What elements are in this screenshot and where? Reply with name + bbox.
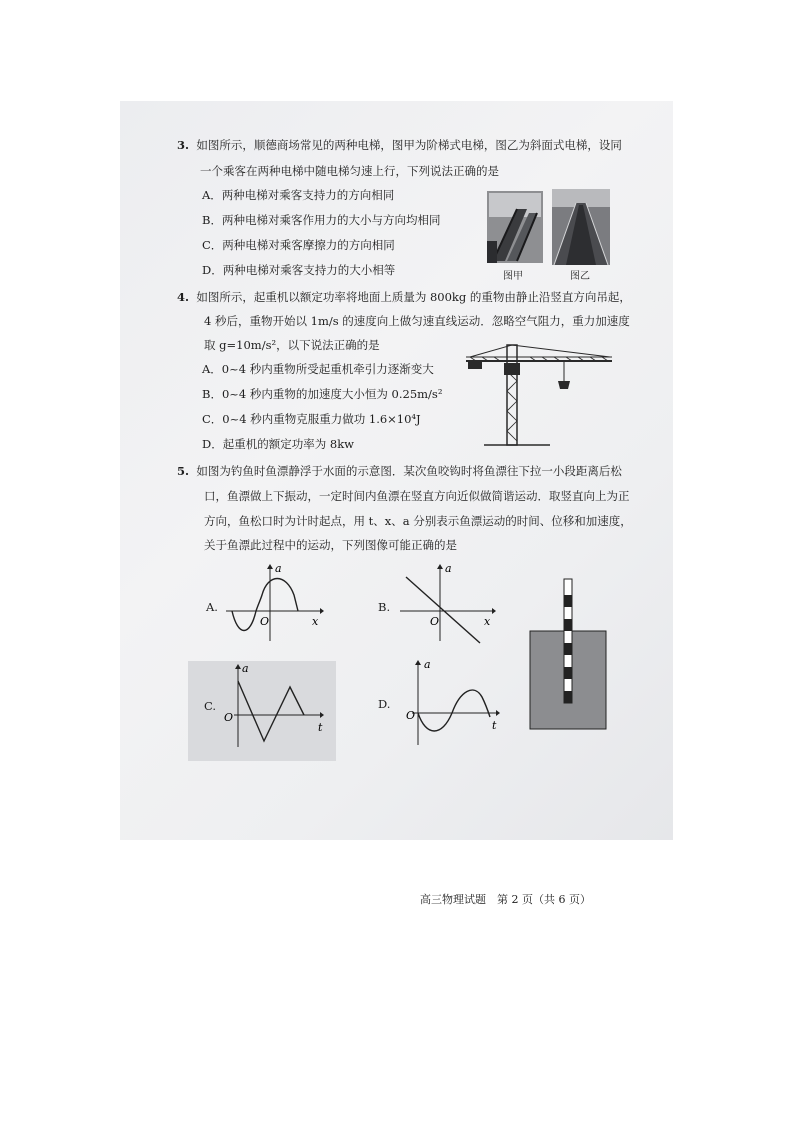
q3-option-a: A．两种电梯对乘客支持力的方向相同 [202,188,395,202]
q5-number: 5. [177,464,190,478]
graph-a [224,563,324,643]
q5-text-line1 [177,464,622,478]
fishing-float-diagram [530,575,610,731]
q4-number: 4. [177,290,190,304]
graph-b-y-label: a [445,562,452,575]
q5-text-line2: 口，鱼漂做上下振动，一定时间内鱼漂在竖直方向近似做简谐运动．取竖直向上为正 [204,489,630,503]
q4-stem-1: 如图所示，起重机以额定功率将地面上质量为 800kg 的重物由静止沿竖直方向吊起， [196,290,631,304]
q4-option-a: A．0~4 秒内重物所受起重机牵引力逐渐变大 [202,362,434,376]
graph-d-x-label: t [492,719,497,732]
graph-c-x-label: t [318,721,323,734]
q3-option-d: D．两种电梯对乘客支持力的大小相等 [202,263,396,277]
graph-c-label: C. [204,699,217,713]
graph-c-y-label: a [242,662,249,675]
q4-option-c: C．0~4 秒内重物克服重力做功 1.6×10⁴J [202,412,421,426]
graph-d-y-label: a [424,658,431,671]
graph-d-label: D. [378,697,391,711]
q3-text-line1 [177,138,622,152]
q5-text-line3: 方向，鱼松口时为计时起点，用 t、x、a 分别表示鱼漂运动的时间、位移和加速度， [204,514,632,528]
exam-page-photo [120,101,673,906]
q3-option-c: C．两种电梯对乘客摩擦力的方向相同 [202,238,395,252]
graph-c [224,661,334,749]
escalator-photo-a [487,191,543,263]
graph-d-origin: O [406,709,416,722]
graph-b-label: B. [378,600,391,614]
q3-option-b: B．两种电梯对乘客作用力的大小与方向均相同 [202,213,441,227]
fig-b-caption: 图乙 [570,271,590,282]
graph-d [404,657,504,749]
graph-c-origin: O [224,711,234,724]
graph-a-label: A. [206,600,218,614]
graph-a-x-label: x [312,615,319,628]
escalator-photo-b [552,189,610,265]
q4-text-line2: 4 秒后，重物开始以 1m/s 的速度向上做匀速直线运动．忽略空气阻力，重力加速度 [204,314,630,328]
q4-option-b: B．0~4 秒内重物的加速度大小恒为 0.25m/s² [202,387,443,401]
tower-crane-figure [460,341,620,451]
fig-a-caption: 图甲 [503,271,523,282]
graph-a-origin: O [260,615,270,628]
q4-option-d: D．起重机的额定功率为 8kw [202,437,355,451]
q3-text-line2: 一个乘客在两种电梯中随电梯匀速上行，下列说法正确的是 [200,164,499,178]
q5-stem-1: 如图为钓鱼时鱼漂静浮于水面的示意图．某次鱼咬钩时将鱼漂往下拉一小段距离后松 [196,464,622,478]
q4-text-line1 [177,290,631,304]
page-footer: 高三物理试题 第 2 页（共 6 页） [420,893,591,906]
graph-b [396,563,496,643]
q3-stem-1: 如图所示，顺德商场常见的两种电梯，图甲为阶梯式电梯，图乙为斜面式电梯，设同 [196,138,622,152]
q4-text-line3: 取 g=10m/s²，以下说法正确的是 [204,338,380,352]
graph-b-x-label: x [484,615,491,628]
graph-a-y-label: a [275,562,282,575]
q5-text-line4: 关于鱼漂此过程中的运动，下列图像可能正确的是 [204,538,457,552]
q3-number: 3. [177,138,190,152]
graph-b-origin: O [430,615,440,628]
